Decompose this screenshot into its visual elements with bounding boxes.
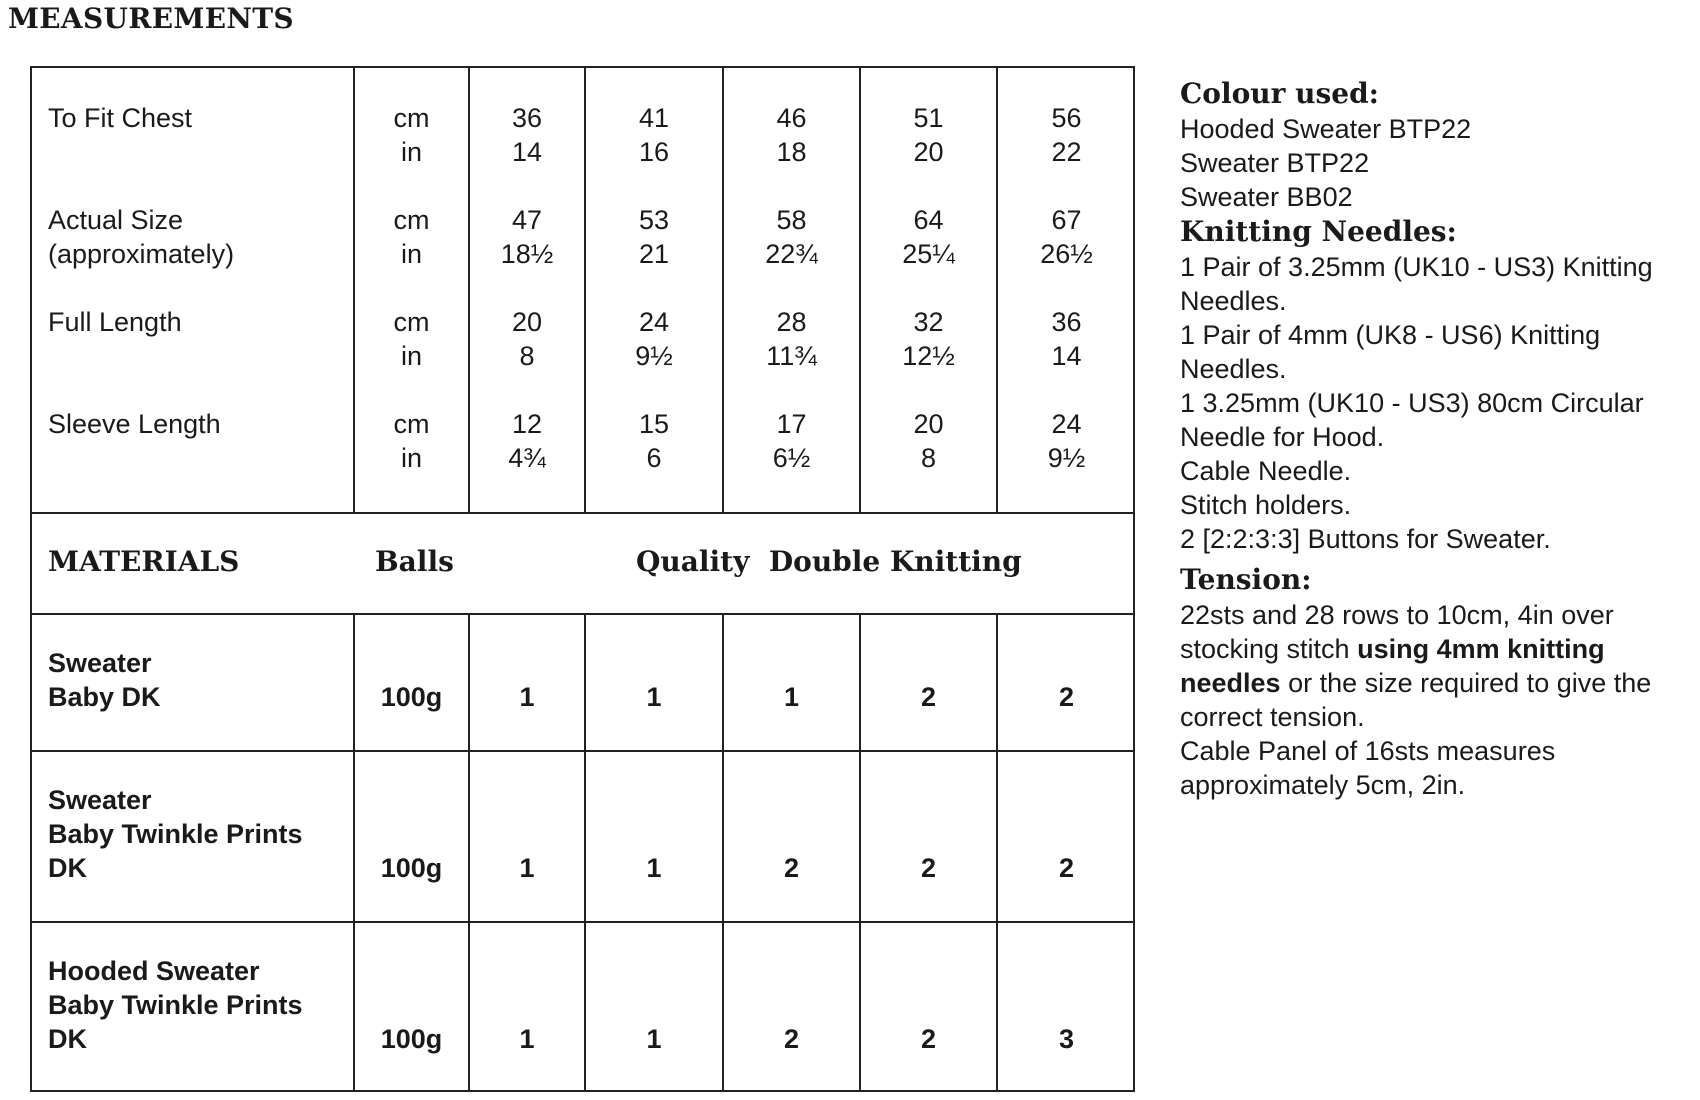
tension-emphasis: using 4mm knitting (1357, 634, 1605, 664)
ball-count: 2 (920, 853, 937, 883)
ball-count: 3 (1058, 1024, 1075, 1054)
balls-heading: Balls (375, 545, 454, 578)
ball-count: 2 (783, 853, 800, 883)
colour-line: Sweater BTP22 (1180, 148, 1370, 178)
ball-count: 1 (519, 853, 535, 883)
colour-line: Sweater BB02 (1180, 182, 1353, 212)
size-cell: 28 11¾ (766, 307, 817, 371)
grid-line (32, 512, 1133, 514)
quality-heading: Quality Double Knitting (636, 545, 1022, 578)
needles-line: Stitch holders. (1180, 490, 1352, 520)
size-cell: 36 14 (1051, 307, 1082, 371)
unit-cell: cm in (393, 409, 430, 473)
material-weight: 100g (380, 1024, 443, 1054)
needles-line: 1 Pair of 4mm (UK8 - US6) Knitting (1180, 320, 1601, 350)
ball-count: 2 (783, 1024, 800, 1054)
needles-heading: Knitting Needles: (1180, 215, 1457, 248)
needles-line: Cable Needle. (1180, 456, 1352, 486)
tension-line: approximately 5cm, 2in. (1180, 770, 1466, 800)
tension-text: stocking stitch (1180, 634, 1358, 664)
grid-line (32, 750, 1133, 752)
ball-count: 2 (1058, 853, 1075, 883)
size-cell: 24 9½ (1047, 409, 1086, 473)
grid-line (32, 613, 1133, 615)
ball-count: 1 (646, 682, 662, 712)
size-cell: 51 20 (913, 103, 944, 167)
tension-heading: Tension: (1180, 563, 1312, 596)
ball-count: 1 (783, 682, 800, 712)
needles-line: Needle for Hood. (1180, 422, 1385, 452)
needles-line: 1 Pair of 3.25mm (UK10 - US3) Knitting (1180, 252, 1653, 282)
material-weight: 100g (380, 682, 443, 712)
colour-line: Hooded Sweater BTP22 (1180, 114, 1472, 144)
tension-line: 22sts and 28 rows to 10cm, 4in over (1180, 600, 1614, 630)
sizes-table (30, 66, 1135, 1092)
material-name: Hooded Sweater Baby Twinkle Prints DK (48, 956, 303, 1054)
tension-line: correct tension. (1180, 702, 1365, 732)
needles-line: Needles. (1180, 354, 1287, 384)
tension-line: Cable Panel of 16sts measures (1180, 736, 1556, 766)
size-cell: 64 25¼ (902, 205, 955, 269)
measure-row-label: To Fit Chest (48, 103, 193, 133)
ball-count: 2 (1058, 682, 1075, 712)
tension-text: or the size required to give the (1280, 668, 1652, 698)
measure-row-label: Full Length (48, 307, 182, 337)
needles-line: 2 [2:2:3:3] Buttons for Sweater. (1180, 524, 1551, 554)
size-cell: 41 16 (638, 103, 670, 167)
colour-heading: Colour used: (1180, 77, 1379, 110)
page-title: MEASUREMENTS (8, 2, 294, 35)
ball-count: 1 (519, 682, 535, 712)
size-cell: 46 18 (776, 103, 807, 167)
ball-count: 1 (646, 853, 662, 883)
tension-emphasis: needles (1180, 668, 1281, 698)
size-cell: 58 22¾ (765, 205, 818, 269)
size-cell: 53 21 (638, 205, 670, 269)
measure-row-label: Sleeve Length (48, 409, 221, 439)
unit-cell: cm in (393, 307, 430, 371)
ball-count: 1 (646, 1024, 662, 1054)
ball-count: 2 (920, 1024, 937, 1054)
size-cell: 56 22 (1051, 103, 1082, 167)
measure-row-label: Actual Size (approximately) (48, 205, 235, 269)
tension-line (1180, 666, 1695, 700)
ball-count: 2 (920, 682, 937, 712)
size-cell: 15 6 (638, 409, 670, 473)
unit-cell: cm in (393, 103, 430, 167)
size-cell: 67 26½ (1040, 205, 1093, 269)
unit-cell: cm in (393, 205, 430, 269)
size-cell: 24 9½ (635, 307, 673, 371)
size-cell: 32 12½ (902, 307, 955, 371)
material-weight: 100g (380, 853, 443, 883)
material-name: Sweater Baby DK (48, 648, 161, 712)
size-cell: 36 14 (511, 103, 543, 167)
needles-line: Needles. (1180, 286, 1287, 316)
needles-line: 1 3.25mm (UK10 - US3) 80cm Circular (1180, 388, 1644, 418)
size-cell: 47 18½ (500, 205, 554, 269)
ball-count: 1 (519, 1024, 535, 1054)
material-name: Sweater Baby Twinkle Prints DK (48, 785, 303, 883)
size-cell: 20 8 (913, 409, 944, 473)
size-cell: 20 8 (511, 307, 543, 371)
size-cell: 12 4¾ (508, 409, 546, 473)
tension-line (1180, 632, 1695, 666)
grid-line (32, 921, 1133, 923)
info-panel (1180, 76, 1695, 802)
size-cell: 17 6½ (772, 409, 811, 473)
materials-heading: MATERIALS (48, 545, 240, 578)
